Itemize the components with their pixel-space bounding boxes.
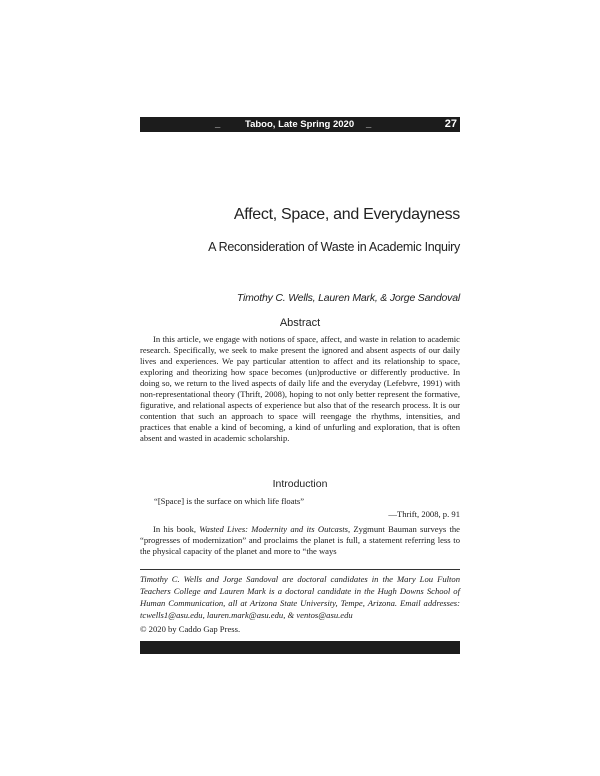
intro-text-start: In his book,	[153, 524, 200, 534]
article-subtitle: A Reconsideration of Waste in Academic Inquiry	[208, 240, 460, 254]
intro-text-end: , Zygmunt Bauman surveys the “progresses of modernization” and proclaims the planet is full, a statement referring less to the physical capacity of the planet and more to “the ways	[140, 524, 460, 556]
footer-bar	[140, 641, 460, 654]
article-authors: Timothy C. Wells, Lauren Mark, & Jorge Sandoval	[236, 292, 460, 304]
header-mark-right: _	[366, 119, 372, 130]
journal-page	[140, 0, 460, 776]
introduction-paragraph	[140, 524, 460, 557]
running-header	[140, 117, 460, 132]
epigraph-citation: —Thrift, 2008, p. 91	[388, 509, 460, 519]
introduction-heading: Introduction	[272, 478, 328, 490]
book-title: Wasted Lives: Modernity and its Outcasts	[199, 524, 348, 534]
footnote-divider	[140, 569, 460, 570]
epigraph-quote: “[Space] is the surface on which life floats”	[154, 496, 305, 506]
abstract-heading: Abstract	[279, 317, 321, 329]
page-number: 27	[444, 118, 457, 130]
copyright-notice: © 2020 by Caddo Gap Press.	[140, 624, 241, 634]
abstract-text: In this article, we engage with notions of space, affect, and waste in relation to academic research. Specifically, we seek to make present the ignored and absent aspects of our daily lives and experiences. We pay particular attention to affect and its relationship to space, exploring and theorizing how space becomes (un)productive or differently productive. In doing so, we return to the lived aspects of daily life and the everyday (Lefebvre, 1991) with non-representational theory (Thrift, 2008), hoping to not only better represent the formative, figurative, and relational aspects of experience but also that of the research process. It is our contention that such an approach to space will reengage the rhythms, intensities, and practices that enable a kind of becoming, a kind of unfurling and exploration, that is often absent and wasted in academic scholarship.	[140, 334, 460, 443]
author-footnote: Timothy C. Wells and Jorge Sandoval are doctoral candidates in the Mary Lou Fulton Teachers College and Lauren Mark is a doctoral candidate in the Hugh Downs School of Human Communication, all at Arizona State University, Tempe, Arizona. Email addresses: tcwells1@asu.edu, lauren.mark@asu.edu, & ventos@asu.edu	[140, 574, 460, 620]
journal-issue-title: Taboo, Late Spring 2020	[245, 119, 355, 130]
header-mark-left: _	[215, 119, 221, 130]
article-title: Affect, Space, and Everydayness	[233, 206, 460, 223]
